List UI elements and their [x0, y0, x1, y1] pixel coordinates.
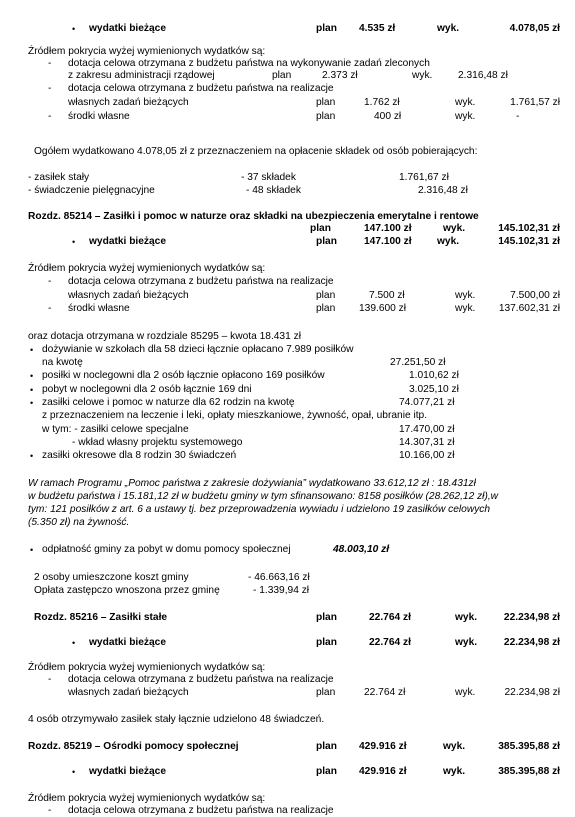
funding-source-text: dotacja celowa otrzymana z budżetu państwa na realizacje [68, 805, 334, 816]
exec-label: wyk. [455, 612, 478, 623]
care-home-fee-amount: 48.003,10 zł [333, 544, 390, 555]
exec-amount: 2.316,48 zł [458, 70, 508, 81]
list-dash: - [48, 276, 52, 287]
exec-label: wyk. [455, 687, 476, 698]
assistance-item: dożywianie w szkołach dla 58 dzieci łącznie opłacano 7.989 posiłków [42, 344, 354, 355]
contribution-amount: 1.761,67 zł [399, 172, 449, 183]
funding-source-text: dotacja celowa otrzymana z budżetu państwa na realizacje [68, 276, 334, 287]
exec-label: wyk. [455, 111, 476, 122]
assistance-amount: 1.010,62 zł [409, 370, 459, 381]
assistance-item: posiłki w noclegowni dla 2 osób łącznie opłacono 169 posiłków [42, 370, 325, 381]
assistance-amount: 10.166,00 zł [399, 450, 455, 461]
care-home-detail-amount: - 1.339,94 zł [253, 585, 310, 596]
exec-label: wyk. [437, 236, 460, 247]
exec-amount: 145.102,31 zł [498, 223, 560, 234]
exec-label: wyk. [437, 23, 460, 34]
exec-label: wyk. [455, 97, 476, 108]
plan-amount: 22.764 zł [369, 612, 411, 623]
benefit-summary: 4 osób otrzymywało zasiłek stały łącznie udzielono 48 świadczeń. [28, 714, 325, 725]
chapter-heading: Rozdz. 85214 – Zasiłki i pomoc w naturze oraz składki na ubezpieczenia emerytalne i rentowe [28, 211, 479, 222]
list-bullet: • [30, 398, 34, 408]
plan-label: plan [316, 766, 337, 777]
plan-label: plan [316, 97, 336, 108]
exec-amount: 385.395,88 zł [498, 741, 560, 752]
plan-label: plan [316, 741, 337, 752]
funding-sources-heading: Źródłem pokrycia wyżej wymienionych wydatków są: [28, 46, 266, 57]
funding-source-text: własnych zadań bieżących [68, 687, 189, 698]
list-bullet: • [30, 545, 34, 555]
contribution-type: - świadczenie pielęgnacyjne [28, 185, 155, 196]
plan-label: plan [316, 637, 337, 648]
funding-source-text: dotacja celowa otrzymana z budżetu państwa na realizacje [68, 674, 334, 685]
list-dash: - [48, 58, 52, 69]
funding-source-text: własnych zadań bieżących [68, 97, 189, 108]
plan-label: plan [310, 223, 331, 234]
plan-amount: 400 zł [374, 111, 402, 122]
plan-amount: 429.916 zł [359, 741, 407, 752]
care-home-detail-amount: - 46.663,16 zł [248, 572, 310, 583]
assistance-item: - wkład własny projektu systemowego [72, 437, 243, 448]
exec-amount: 22.234,98 zł [503, 637, 560, 648]
exec-amount: 22.234,98 zł [504, 687, 560, 698]
exec-amount: 7.500,00 zł [510, 290, 560, 301]
assistance-item: z przeznaczeniem na leczenie i leki, opłaty mieszkaniowe, żywność, opał, ubranie itp. [42, 410, 428, 421]
exec-label: wyk. [455, 303, 476, 314]
exec-amount: 145.102,31 zł [498, 236, 560, 247]
care-home-detail: 2 osoby umieszczone koszt gminy [34, 572, 189, 583]
plan-amount: 147.100 zł [364, 223, 412, 234]
plan-label: plan [316, 612, 337, 623]
assistance-amount: 3.025,10 zł [409, 384, 459, 395]
plan-amount: 7.500 zł [369, 290, 405, 301]
plan-label: plan [316, 236, 337, 247]
list-dash: - [48, 83, 52, 94]
exec-label: wyk. [412, 70, 433, 81]
exec-amount: - [516, 111, 520, 122]
program-paragraph: (5.350 zł) na żywność. [28, 517, 130, 528]
list-bullet: • [72, 237, 76, 247]
list-bullet: • [30, 451, 34, 461]
total-spent-text: Ogółem wydatkowano 4.078,05 zł z przeznaczeniem na opłacenie składek od osób pobierających: [34, 146, 478, 157]
plan-amount: 139.600 zł [359, 303, 407, 314]
exec-label: wyk. [443, 223, 466, 234]
list-bullet: • [30, 385, 34, 395]
grant-note: oraz dotacja otrzymana w rozdziale 85295 – kwota 18.431 zł [28, 331, 301, 342]
exec-label: wyk. [455, 637, 478, 648]
list-dash: - [48, 674, 52, 685]
assistance-amount: 17.470,00 zł [399, 424, 455, 435]
exec-label: wyk. [455, 290, 476, 301]
exec-amount: 137.602,31 zł [498, 303, 560, 314]
program-paragraph: W ramach Programu „Pomoc państwa z zakresie dożywiania” wydatkowano 33.612,12 zł : 18.431zł [28, 478, 476, 489]
exec-amount: 4.078,05 zł [509, 23, 560, 34]
assistance-item: pobyt w noclegowni dla 2 osób łącznie 169 dni [42, 384, 252, 395]
care-home-fee-label: odpłatność gminy za pobyt w domu pomocy społecznej [42, 544, 291, 555]
plan-amount: 22.764 zł [369, 637, 411, 648]
list-dash: - [48, 303, 52, 314]
funding-sources-heading: Źródłem pokrycia wyżej wymienionych wydatków są: [28, 263, 266, 274]
program-paragraph: w budżetu państwa i 15.181,12 zł w budżetu gminy w tym sfinansowano: 8158 posiłków (28.262,12 zł),w [28, 491, 499, 502]
assistance-item: w tym: - zasiłki celowe specjalne [42, 424, 189, 435]
care-home-detail: Opłata zastępczo wnoszona przez gminę [34, 585, 220, 596]
exec-label: wyk. [443, 766, 466, 777]
plan-label: plan [316, 23, 337, 34]
funding-source-text: środki własne [68, 111, 130, 122]
list-bullet: • [72, 767, 76, 777]
plan-label: plan [272, 70, 292, 81]
assistance-amount: 14.307,31 zł [399, 437, 455, 448]
assistance-item: zasiłki celowe i pomoc w naturze dla 62 rodzin na kwotę [42, 397, 295, 408]
plan-label: plan [316, 303, 336, 314]
list-bullet: • [72, 638, 76, 648]
expense-label: wydatki bieżące [89, 236, 167, 247]
list-bullet: • [30, 345, 34, 355]
chapter-heading: Rozdz. 85216 – Zasiłki stałe [34, 612, 168, 623]
expense-label: wydatki bieżące [89, 766, 167, 777]
exec-amount: 1.761,57 zł [510, 97, 560, 108]
plan-amount: 1.762 zł [364, 97, 400, 108]
plan-amount: 4.535 zł [359, 23, 396, 34]
assistance-amount: 74.077,21 zł [399, 397, 455, 408]
plan-label: plan [316, 111, 336, 122]
contribution-count: - 37 składek [241, 172, 296, 183]
chapter-heading: Rozdz. 85219 – Ośrodki pomocy społecznej [28, 741, 239, 752]
program-paragraph: tym: 121 posiłków z art. 6 a ustawy tj. bez przeprowadzenia wywiadu i udzielono 19 zasiłków celowych [28, 504, 491, 515]
funding-source-text: z zakresu administracji rządowej [68, 70, 215, 81]
assistance-amount: 27.251,50 zł [390, 357, 446, 368]
expense-label: wydatki bieżące [89, 637, 167, 648]
assistance-item: na kwotę [42, 357, 83, 368]
funding-source-text: dotacja celowa otrzymana z budżetu państwa na realizacje [68, 83, 334, 94]
plan-label: plan [316, 290, 336, 301]
list-dash: - [48, 805, 52, 816]
plan-amount: 22.764 zł [364, 687, 406, 698]
contribution-type: - zasiłek stały [28, 172, 90, 183]
contribution-count: - 48 składek [246, 185, 301, 196]
funding-sources-heading: Źródłem pokrycia wyżej wymienionych wydatków są: [28, 793, 266, 804]
list-bullet: • [30, 371, 34, 381]
exec-label: wyk. [443, 741, 466, 752]
plan-amount: 147.100 zł [364, 236, 412, 247]
funding-source-text: środki własne [68, 303, 130, 314]
list-bullet: • [72, 24, 76, 34]
list-dash: - [48, 111, 52, 122]
funding-source-text: dotacja celowa otrzymana z budżetu państwa na wykonywanie zadań zleconych [68, 58, 430, 69]
funding-source-text: własnych zadań bieżących [68, 290, 189, 301]
plan-label: plan [316, 687, 336, 698]
contribution-amount: 2.316,48 zł [418, 185, 468, 196]
plan-amount: 2.373 zł [322, 70, 358, 81]
exec-amount: 22.234,98 zł [503, 612, 560, 623]
exec-amount: 385.395,88 zł [498, 766, 560, 777]
funding-sources-heading: Źródłem pokrycia wyżej wymienionych wydatków są: [28, 662, 266, 673]
plan-amount: 429.916 zł [359, 766, 407, 777]
expense-label: wydatki bieżące [89, 23, 167, 34]
assistance-item: zasiłki okresowe dla 8 rodzin 30 świadczeń [42, 450, 237, 461]
